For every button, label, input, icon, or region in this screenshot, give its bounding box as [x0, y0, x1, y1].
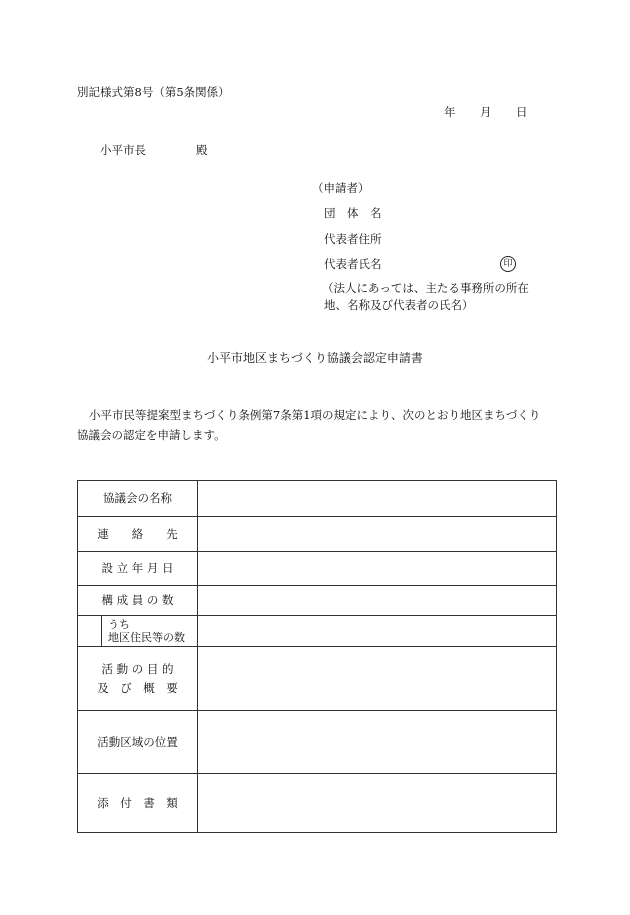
applicant-heading: （申請者）	[312, 181, 370, 195]
resident-count-field[interactable]	[198, 616, 557, 647]
resident-count-sublabel	[101, 616, 197, 646]
table-row	[78, 481, 557, 517]
corporate-note-line2: 地、名称及び代表者の氏名）	[324, 298, 474, 312]
rep-name-label: 代表者氏名	[324, 257, 382, 271]
attachments-field[interactable]	[198, 774, 557, 833]
table-row	[78, 647, 557, 711]
council-name-field[interactable]	[198, 481, 557, 517]
established-date-field[interactable]	[198, 552, 557, 586]
seal-icon: 印	[500, 256, 516, 272]
body-text-line1: 小平市民等提案型まちづくり条例第7条第1項の規定により、次のとおり地区まちづくり	[89, 408, 541, 422]
council-name-label: 協議会の名称	[78, 481, 198, 517]
table-row	[78, 586, 557, 616]
corporate-note-line1: （法人にあっては、主たる事務所の所在	[322, 281, 529, 295]
resident-count-label	[78, 616, 198, 647]
attachments-label: 添 付 書 類	[78, 774, 198, 833]
activity-area-label: 活動区域の位置	[78, 711, 198, 774]
resident-count-sublabel-2: 地区住民等の数	[108, 631, 185, 644]
contact-label: 連 絡 先	[78, 517, 198, 552]
date-month-label: 月	[480, 105, 492, 119]
activity-area-field[interactable]	[198, 711, 557, 774]
table-row	[78, 616, 557, 647]
activity-purpose-label	[78, 647, 198, 711]
table-row	[78, 517, 557, 552]
group-name-label: 団 体 名	[324, 206, 382, 220]
activity-purpose-field[interactable]	[198, 647, 557, 711]
table-row	[78, 774, 557, 833]
member-count-field[interactable]	[198, 586, 557, 616]
application-table	[77, 480, 557, 833]
rep-address-label: 代表者住所	[324, 232, 382, 246]
resident-count-sublabel-1: うち	[108, 618, 130, 631]
contact-field[interactable]	[198, 517, 557, 552]
addressee-honorific: 殿	[196, 143, 208, 157]
activity-purpose-label-1: 活 動 の 目 的	[101, 661, 174, 676]
date-year-label: 年	[444, 105, 456, 119]
addressee-name: 小平市長	[100, 143, 146, 157]
activity-purpose-label-2: 及 び 概 要	[97, 680, 178, 695]
table-row	[78, 552, 557, 586]
document-title: 小平市地区まちづくり協議会認定申請書	[207, 351, 423, 365]
date-day-label: 日	[516, 105, 528, 119]
established-date-label: 設 立 年 月 日	[78, 552, 198, 586]
member-count-label: 構 成 員 の 数	[78, 586, 198, 616]
body-text-line2: 協議会の認定を申請します。	[77, 428, 226, 442]
table-row	[78, 711, 557, 774]
form-number: 別記様式第8号（第5条関係）	[77, 85, 230, 99]
